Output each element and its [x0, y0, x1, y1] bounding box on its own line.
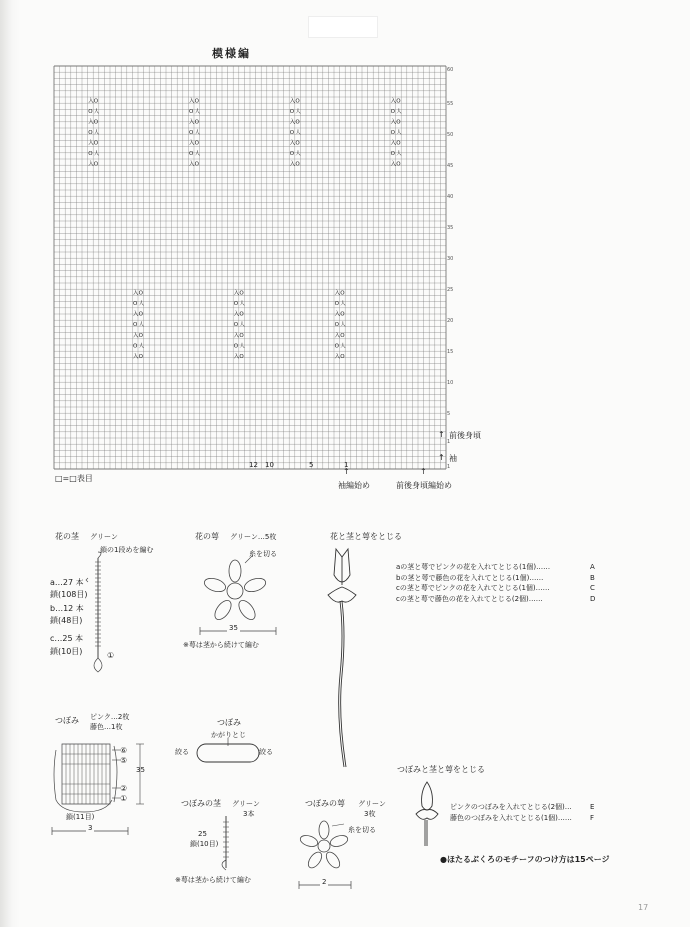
list-item: bの茎と萼で藤色の花を入れてとじる(1個)…… — [396, 573, 544, 582]
stitch-mark: 入 — [133, 311, 139, 318]
stitch-mark: O — [334, 322, 339, 329]
stitch-mark: 入 — [390, 140, 397, 147]
calyx-note: ※萼は茎から続けて編む — [183, 641, 259, 649]
row-number: 1 — [447, 439, 451, 445]
calyx-diagram — [195, 555, 275, 625]
calyx-color: グリーン…5枚 — [230, 533, 277, 541]
calyx-cut-note: 糸を切る — [249, 550, 277, 558]
bud-color1: ピンク…2枚 — [90, 713, 130, 721]
bud-row-5: ⑤ — [120, 756, 128, 765]
stitch-mark: 人 — [396, 151, 402, 158]
stitch-mark: O — [233, 322, 239, 329]
row-number: 45 — [447, 163, 454, 170]
stitch-mark: O — [189, 151, 194, 158]
stitch-mark: O — [138, 332, 143, 339]
flower-drawing — [318, 545, 368, 770]
stitch-mark: O — [88, 130, 93, 137]
stitch-mark: O — [239, 332, 244, 339]
stitch-mark: O — [133, 301, 138, 308]
stitch-mark: O — [396, 119, 401, 126]
stitch-mark: O — [194, 140, 199, 147]
sleeve-start-arrow-icon: ↑ — [343, 467, 350, 476]
stitch-mark: O — [396, 161, 401, 168]
chart-legend: □=□表目 — [55, 474, 93, 483]
label-body: 前後身頃 — [449, 431, 481, 440]
bud-dim-h: 35 — [136, 766, 145, 774]
stitch-mark: 入 — [390, 98, 397, 105]
stitch-mark: O — [194, 161, 199, 168]
bud-calyx-diagram — [294, 812, 354, 876]
bud-chain: 鎖(11目) — [66, 813, 95, 821]
stitch-mark: O — [295, 119, 300, 126]
stitch-mark: 人 — [138, 322, 145, 329]
bud-shape-note: かがりとじ — [211, 731, 246, 739]
stitch-mark: 入 — [189, 140, 195, 147]
row-number: 55 — [447, 101, 454, 108]
stem-b-chain: 鎖(48目) — [50, 616, 83, 625]
list-item: ピンクのつぼみを入れてとじる(2個)… — [450, 803, 572, 811]
col-number: 10 — [265, 461, 274, 469]
bud-row-6: ⑥ — [120, 746, 128, 755]
list-item-letter: A — [590, 563, 595, 571]
stitch-mark: 入 — [133, 353, 139, 360]
stitch-mark: O — [334, 343, 339, 350]
row-number: 50 — [447, 132, 454, 139]
row-number: 1 — [447, 463, 451, 470]
footnote: ●ほたるぶくろのモチーフのつけ方は15ページ — [440, 855, 610, 864]
header-tab — [308, 16, 378, 38]
stitch-mark: 入 — [390, 161, 397, 168]
chart-grid — [54, 66, 446, 469]
stitch-mark: O — [239, 311, 244, 318]
stitch-mark: 入 — [233, 332, 240, 339]
bud-shape-left: 絞る — [175, 748, 189, 756]
stem-diagram — [84, 548, 114, 678]
stitch-mark: 人 — [138, 301, 145, 308]
stitch-mark: 人 — [396, 108, 402, 115]
stitch-mark: 入 — [88, 119, 94, 126]
stitch-mark: 入 — [289, 98, 296, 105]
stem-b-label: b…12 本 — [50, 604, 84, 613]
stitch-mark: 入 — [88, 161, 94, 168]
list-item: cの茎と萼でピンクの花を入れてとじる(1個)…… — [396, 584, 550, 592]
stitch-mark: O — [295, 161, 300, 168]
stitch-mark: O — [239, 353, 244, 360]
stitch-mark: O — [289, 151, 295, 158]
stitch-mark: O — [138, 290, 143, 297]
stitch-mark: 人 — [239, 343, 245, 350]
stitch-mark: 入 — [334, 353, 341, 360]
stitch-mark: O — [233, 301, 239, 308]
list-item: aの茎と萼でピンクの花を入れてとじる(1個)…… — [396, 563, 551, 571]
stem-circle-one: ① — [107, 651, 115, 660]
bud-stem-note: ※萼は茎から続けて編む — [175, 876, 251, 884]
bud-flower-drawing — [410, 778, 444, 848]
stem-a-label: a…27 本 — [50, 578, 84, 587]
label-body-start: 前後身頃編始め — [396, 481, 452, 490]
list-item-letter: B — [590, 573, 595, 582]
stitch-mark: 入 — [334, 332, 341, 339]
stitch-mark: O — [194, 98, 199, 105]
stitch-mark: O — [334, 301, 339, 308]
stitch-mark: O — [289, 108, 295, 115]
calyx-dim: 35 — [229, 624, 238, 632]
label-sleeve: 袖 — [449, 454, 457, 463]
row-number: 30 — [447, 256, 454, 263]
stem-title: 花の茎 — [55, 532, 79, 541]
chart-row-numbers — [447, 67, 453, 470]
stitch-mark: O — [189, 108, 194, 115]
stitch-mark: 人 — [340, 343, 346, 350]
calyx-title: 花の萼 — [195, 532, 219, 541]
stitch-mark: 人 — [194, 151, 201, 158]
chart-title: 模様編 — [212, 47, 251, 60]
page-number: 17 — [638, 903, 649, 912]
stitch-mark: 人 — [93, 130, 100, 137]
stitch-mark: 人 — [93, 151, 100, 158]
bud-shape-diagram — [193, 738, 263, 768]
bud-stem-count: 3本 — [243, 810, 255, 818]
bud-calyx-dim: 2 — [322, 878, 327, 886]
bud-stem-title: つぼみの茎 — [181, 799, 221, 808]
stitch-mark: 人 — [295, 130, 301, 137]
bud-color2: 藤色…1枚 — [90, 723, 123, 731]
row-number: 15 — [447, 349, 454, 356]
stitch-mark: 人 — [194, 108, 201, 115]
bud-shape-right: 絞る — [259, 748, 273, 756]
stitch-mark: 入 — [133, 332, 139, 339]
list-item: 藤色のつぼみを入れてとじる(1個)…… — [450, 813, 572, 822]
stitch-mark: 人 — [295, 151, 301, 158]
stitch-mark: 人 — [138, 343, 145, 350]
stitch-mark: 人 — [239, 301, 245, 308]
list-item-letter: E — [590, 803, 595, 811]
stitch-mark: 入 — [334, 290, 341, 297]
bud-shape-title: つぼみ — [217, 718, 241, 727]
stitch-mark: 入 — [88, 98, 94, 105]
stem-c-label: c…25 本 — [50, 634, 84, 643]
stitch-mark: O — [233, 343, 239, 350]
stitch-mark: O — [340, 290, 345, 297]
stitch-mark: 入 — [289, 119, 296, 126]
row-number: 35 — [447, 225, 454, 232]
stitch-mark: O — [133, 322, 138, 329]
stitch-mark: 入 — [233, 353, 240, 360]
stitch-mark: O — [390, 108, 395, 115]
stitch-mark: O — [239, 290, 244, 297]
stitch-mark: O — [295, 140, 300, 147]
stitch-mark: 入 — [233, 290, 240, 297]
bud-row-1: ① — [120, 794, 128, 803]
bud-assembly-title: つぼみと茎と萼をとじる — [397, 765, 485, 774]
stitch-mark: O — [93, 161, 99, 168]
stitch-mark: 入 — [289, 161, 296, 168]
row-number: 25 — [447, 287, 454, 294]
sleeve-arrow-icon: ↑ — [438, 453, 445, 462]
assembly-title: 花と茎と萼をとじる — [330, 532, 402, 541]
bud-calyx-color: グリーン — [358, 800, 386, 808]
stem-a-chain: 鎖(108目) — [50, 590, 88, 599]
stitch-mark: 入 — [334, 311, 341, 318]
stitch-mark: 入 — [189, 161, 195, 168]
stem-c-chain: 鎖(10目) — [50, 647, 83, 656]
row-number: 20 — [447, 318, 454, 325]
stitch-mark: O — [390, 130, 395, 137]
stitch-mark: O — [340, 353, 345, 360]
stitch-mark: O — [289, 130, 295, 137]
row-number: 40 — [447, 194, 454, 201]
bud-title: つぼみ — [55, 716, 79, 725]
stitch-mark: O — [340, 332, 345, 339]
list-item-letter: F — [590, 813, 595, 822]
pattern-chart — [40, 60, 480, 500]
col-number: 1 — [344, 461, 349, 469]
bud-stem-color: グリーン — [232, 800, 260, 808]
label-sleeve-start: 袖編始め — [338, 481, 370, 490]
stitch-mark: O — [93, 98, 99, 105]
bud-calyx-title: つぼみの萼 — [305, 799, 345, 808]
stitch-mark: 入 — [189, 98, 195, 105]
stem-note: 鎖の1段めを編む — [100, 546, 154, 554]
bud-stem-chain: 鎖(10目) — [190, 840, 219, 848]
stitch-mark: O — [133, 343, 138, 350]
stitch-mark: 入 — [189, 119, 195, 126]
stitch-mark: O — [93, 119, 99, 126]
stitch-mark: 人 — [194, 130, 201, 137]
stitch-mark: O — [88, 151, 93, 158]
stitch-mark: O — [93, 140, 99, 147]
bud-calyx-count: 3枚 — [364, 810, 376, 818]
stitch-mark: 人 — [340, 322, 346, 329]
bud-calyx-cut-note: 糸を切る — [348, 826, 376, 834]
stitch-mark: 入 — [233, 311, 240, 318]
row-number: 5 — [447, 411, 451, 418]
row-number: 10 — [447, 380, 454, 387]
list-item: cの茎と萼で藤色の花を入れてとじる(2個)…… — [396, 594, 543, 603]
col-number: 5 — [309, 461, 314, 469]
stitch-mark: 人 — [93, 108, 100, 115]
stitch-mark: O — [396, 98, 401, 105]
stitch-mark: O — [340, 311, 345, 318]
stitch-mark: O — [390, 151, 395, 158]
col-number: 12 — [249, 461, 258, 469]
stitch-mark: 人 — [340, 301, 346, 308]
list-item-letter: D — [590, 594, 596, 603]
stitch-mark: 人 — [295, 108, 301, 115]
bud-stem-num: 25 — [198, 830, 207, 838]
stitch-mark: O — [138, 311, 143, 318]
bud-dim-w: 3 — [88, 824, 93, 832]
stitch-mark: 人 — [396, 130, 402, 137]
stitch-mark: 入 — [88, 140, 94, 147]
bud-diagram — [48, 730, 158, 820]
bud-row-2: ② — [120, 784, 128, 793]
stitch-mark: 入 — [133, 290, 139, 297]
stitch-mark: O — [138, 353, 143, 360]
stitch-mark: O — [295, 98, 300, 105]
stitch-mark: O — [189, 130, 194, 137]
stitch-mark: 人 — [239, 322, 245, 329]
stitch-mark: 入 — [289, 140, 296, 147]
list-item-letter: C — [590, 584, 595, 592]
stitch-mark: O — [88, 108, 93, 115]
stitch-mark: O — [396, 140, 401, 147]
binder-shadow — [0, 0, 20, 927]
body-start-arrow-icon: ↑ — [420, 467, 427, 476]
stitch-mark: O — [194, 119, 199, 126]
stitch-mark: 入 — [390, 119, 397, 126]
body-arrow-icon: ↑ — [438, 430, 445, 439]
row-number: 60 — [447, 67, 454, 73]
stem-color: グリーン — [90, 533, 118, 541]
